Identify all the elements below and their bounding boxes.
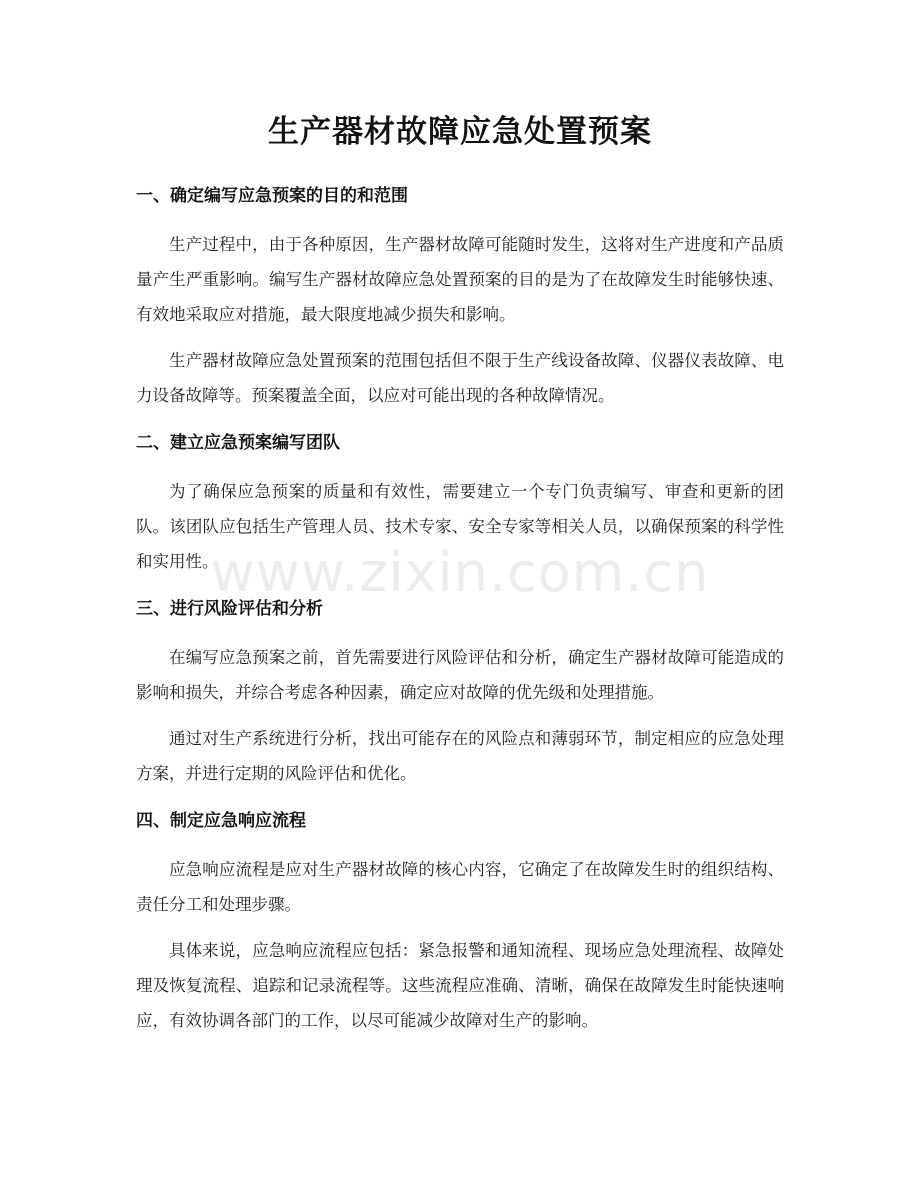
section-heading-1: 一、确定编写应急预案的目的和范围	[136, 186, 408, 206]
section-1-paragraph-1: 生产过程中，由于各种原因，生产器材故障可能随时发生，这将对生产进度和产品质量产生严重影响。编写生产器材故障应急处置预案的目的是为了在故障发生时能够快速、有效地采取应对措施，最大限度地减少损失和影响。	[136, 235, 784, 324]
section-3-paragraph-2: 通过对生产系统进行分析，找出可能存在的风险点和薄弱环节，制定相应的应急处理方案，并进行定期的风险评估和优化。	[136, 729, 784, 783]
section-4-paragraph-2: 具体来说，应急响应流程应包括：紧急报警和通知流程、现场应急处理流程、故障处理及恢复流程、追踪和记录流程等。这些流程应准确、清晰，确保在故障发生时能快速响应，有效协调各部门的工作，以尽可能减少故障对生产的影响。	[136, 941, 784, 1030]
section-4-paragraph-1: 应急响应流程是应对生产器材故障的核心内容，它确定了在故障发生时的组织结构、责任分工和处理步骤。	[136, 860, 784, 914]
watermark-text: www.zixin.com.cn	[210, 541, 710, 604]
section-1-paragraph-2: 生产器材故障应急处置预案的范围包括但不限于生产线设备故障、仪器仪表故障、电力设备故障等。预案覆盖全面，以应对可能出现的各种故障情况。	[136, 351, 784, 405]
section-heading-4: 四、制定应急响应流程	[136, 811, 306, 831]
section-3-paragraph-1: 在编写应急预案之前，首先需要进行风险评估和分析，确定生产器材故障可能造成的影响和损失，并综合考虑各种因素，确定应对故障的优先级和处理措施。	[136, 648, 784, 702]
section-heading-3: 三、进行风险评估和分析	[136, 599, 323, 619]
document-title: 生产器材故障应急处置预案	[268, 114, 652, 150]
section-2-paragraph-1: 为了确保应急预案的质量和有效性，需要建立一个专门负责编写、审查和更新的团队。该团队应包括生产管理人员、技术专家、安全专家等相关人员，以确保预案的科学性和实用性。	[136, 482, 784, 571]
section-heading-2: 二、建立应急预案编写团队	[136, 433, 340, 453]
